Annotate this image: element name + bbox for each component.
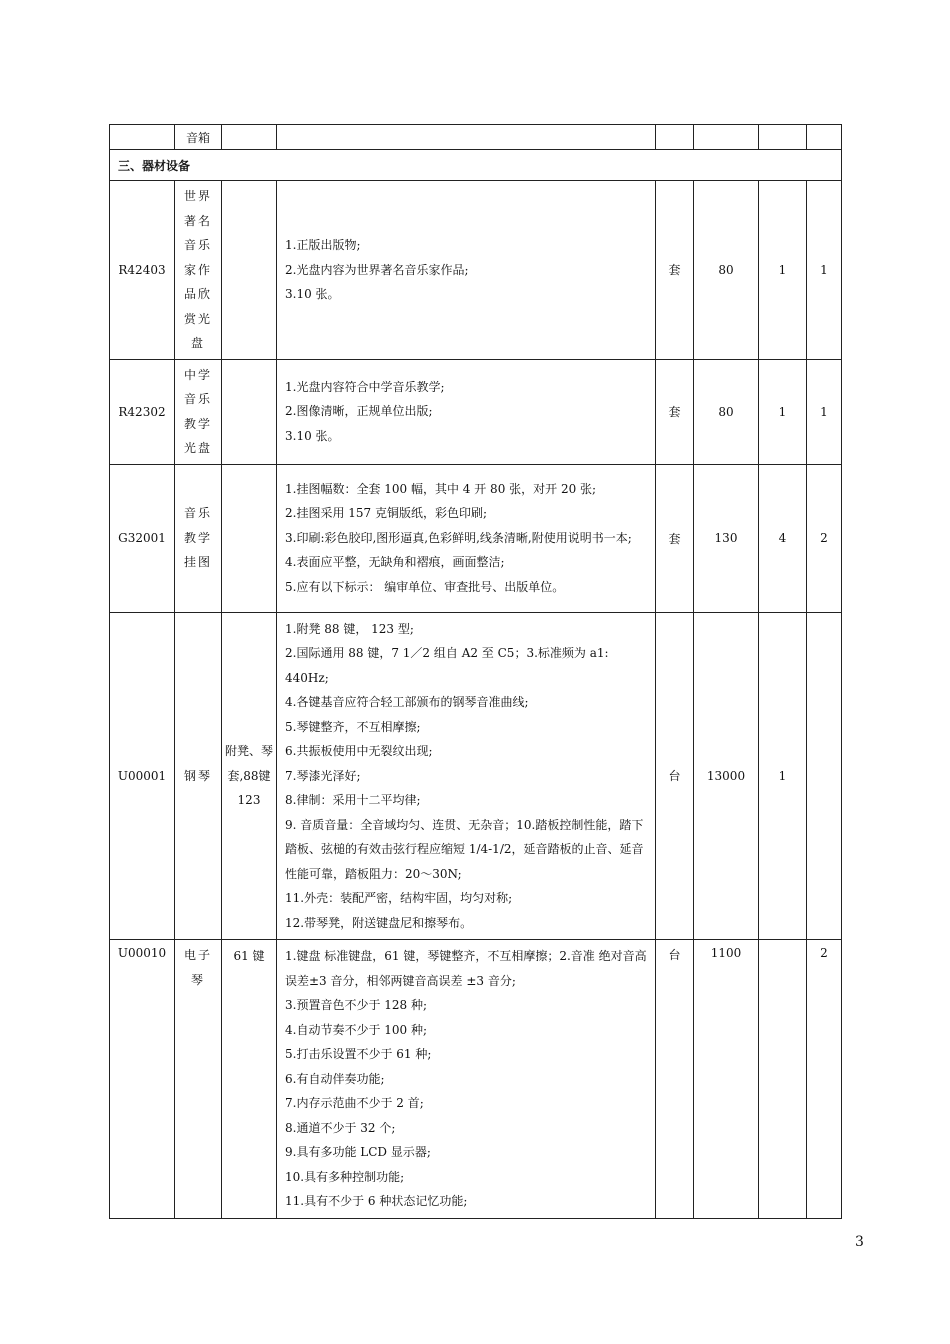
item-unit: 台 [656,612,694,940]
item-unit: 套 [656,464,694,612]
item-requirements: 1.附凳 88 键， 123 型; 2.国际通用 88 键，7 1／2 组自 A2 至 C5；3.标准频为 a1: 440Hz; 4.各键基音应符合轻工部颁布的钢琴音准曲线; 5.琴键整齐，不互相摩擦; 6.共振板使用中无裂纹出现; 7.琴漆光泽好; 8.律制：采用十二平均律; 9. 音质音量：全音域均匀、连贯、无杂音；10.踏板控制性能，踏下踏板、弦槌的有效击弦行程应缩短 1/4-1/2，延音踏板的止音、延音性能可靠，踏板阻力：20～30N; 11.外壳：装配严密，结构牢固，均匀对称; 12.带琴凳，附送键盘尼和擦琴布。 [277,612,656,940]
table-row-top [110,125,842,150]
item-spec: 61 键 [222,940,277,1219]
item-spec [222,464,277,612]
item-qty-a: 1 [759,612,807,940]
item-price: 1100 [694,940,759,1219]
table-row [110,612,842,940]
item-qty-b: 2 [807,464,842,612]
item-requirements: 1.挂图幅数：全套 100 幅，其中 4 开 80 张，对开 20 张; 2.挂图采用 157 克铜版纸，彩色印刷; 3.印刷:彩色胶印,图形逼真,色彩鲜明,线条清晰,附使用说明书一本; 4.表面应平整，无缺角和褶痕，画面整洁; 5.应有以下标示： 编审单位、审查批号、出版单位。 [277,464,656,612]
item-code: R42302 [110,359,175,464]
item-name: 钢琴 [175,612,222,940]
item-requirements: 1.键盘 标准键盘，61 键，琴键整齐，不互相摩擦；2.音准 绝对音高误差±3 音分，相邻两键音高误差 ±3 音分; 3.预置音色不少于 128 种; 4.自动节奏不少于 100 种; 5.打击乐设置不少于 61 种; 6.有自动伴奏功能; 7.内存示范曲不少于 2 首; 8.通道不少于 32 个; 9.具有多功能 LCD 显示器; 10.具有多种控制功能; 11.具有不少于 6 种状态记忆功能; [277,940,656,1219]
item-name: 音箱 [175,125,222,150]
item-qty-b: 1 [807,181,842,360]
equipment-table [109,124,842,1219]
item-name: 电子琴 [175,940,222,1219]
item-qty-a [759,940,807,1219]
item-unit: 台 [656,940,694,1219]
item-code: U00010 [110,940,175,1219]
item-price: 80 [694,181,759,360]
item-qty-b [807,612,842,940]
item-name: 中学音乐教学光盘 [175,359,222,464]
item-code: U00001 [110,612,175,940]
item-spec: 附凳、琴套,88键123 [222,612,277,940]
item-qty-b: 2 [807,940,842,1219]
item-qty-a: 1 [759,359,807,464]
section-title: 三、器材设备 [110,150,842,181]
table-row [110,940,842,1219]
item-name: 世界著名音乐家作品欣赏光盘 [175,181,222,360]
item-unit: 套 [656,181,694,360]
item-requirements: 1.光盘内容符合中学音乐教学; 2.图像清晰，正规单位出版; 3.10 张。 [277,359,656,464]
item-requirements: 1.正版出版物; 2.光盘内容为世界著名音乐家作品; 3.10 张。 [277,181,656,360]
item-unit: 套 [656,359,694,464]
section-row [110,150,842,181]
item-qty-b: 1 [807,359,842,464]
item-name: 音乐教学挂图 [175,464,222,612]
page-number: 3 [855,1234,864,1250]
item-spec [222,359,277,464]
item-price: 80 [694,359,759,464]
item-qty-a: 4 [759,464,807,612]
item-price: 13000 [694,612,759,940]
item-spec [222,181,277,360]
table-row [110,464,842,612]
table-row [110,181,842,360]
item-qty-a: 1 [759,181,807,360]
item-price: 130 [694,464,759,612]
item-code: R42403 [110,181,175,360]
table-row [110,359,842,464]
item-code: G32001 [110,464,175,612]
